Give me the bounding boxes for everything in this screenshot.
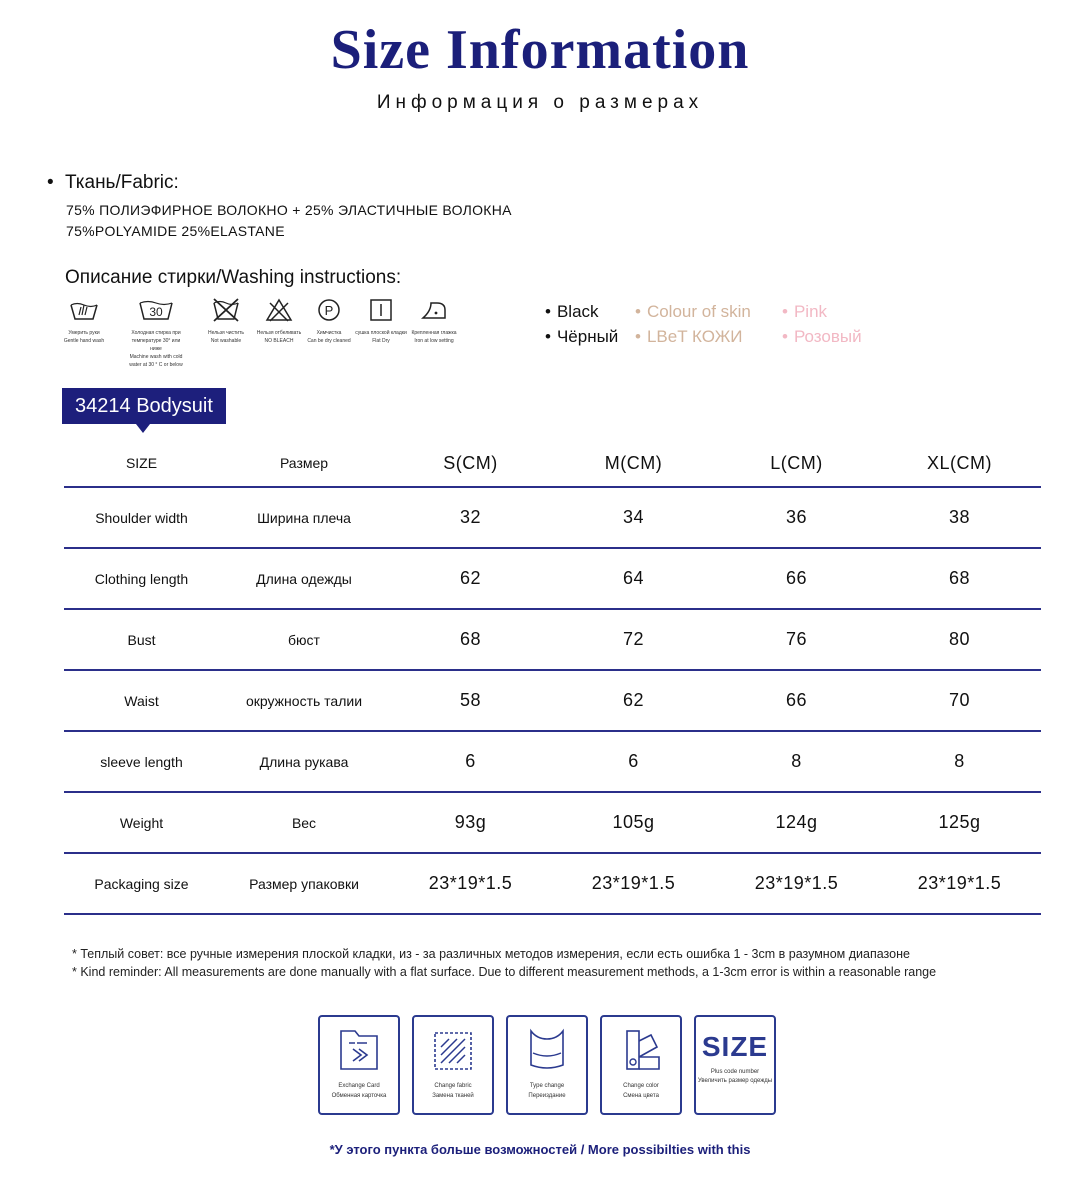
table-cell: 68 [878, 548, 1041, 609]
care-no-wash: Нельзя чистить Not washable [200, 297, 252, 345]
row-label-en: sleeve length [64, 731, 219, 792]
row-label-en: Shoulder width [64, 487, 219, 548]
note-en: * Kind reminder: All measurements are done manually with a flat surface. Due to different measurement methods, a 1-3cm error is within a reasonable range [72, 965, 937, 979]
footer-note: *У этого пункта больше возможностей / More possibilties with this [329, 1142, 751, 1157]
row-label-ru: бюст [219, 609, 389, 670]
table-cell: 23*19*1.5 [389, 853, 552, 914]
color-option-skin: • Colour of skin [635, 302, 751, 321]
table-cell: 124g [715, 792, 878, 853]
fabric-change-icon [425, 1025, 481, 1075]
table-cell: 34 [552, 487, 715, 548]
header-m: M(CM) [604, 452, 663, 473]
row-label-ru: окружность талии [219, 670, 389, 731]
row-label-en: Bust [64, 609, 219, 670]
card-size: SIZE Plus code number Увеличить размер одежды [694, 1015, 776, 1115]
color-option-skin-ru: • LBeT КОЖИ [635, 327, 743, 346]
table-cell: 23*19*1.5 [715, 853, 878, 914]
row-label-en: Waist [64, 670, 219, 731]
care-flat-dry: сушка плоской кладки Flat Dry [355, 297, 407, 345]
low-iron-icon [419, 297, 449, 323]
table-cell: 80 [878, 609, 1041, 670]
table-cell: 93g [389, 792, 552, 853]
table-cell: 64 [552, 548, 715, 609]
header-l: L(CM) [770, 452, 823, 473]
badge-pointer [136, 424, 150, 433]
flat-dry-icon [366, 297, 396, 323]
care-machine-wash: 30 Холодная стирка при температуре 30° или ниже Machine wash with cold water at 30 ° C or below [128, 297, 184, 369]
table-row [64, 609, 1041, 670]
no-wash-icon [211, 297, 241, 323]
fabric-composition-en: 75%POLYAMIDE 25%ELASTANE [66, 223, 285, 239]
color-option-black-ru: • Чёрный [545, 327, 619, 346]
table-cell: 76 [715, 609, 878, 670]
table-cell: 70 [878, 670, 1041, 731]
table-cell: 8 [878, 731, 1041, 792]
table-cell: 36 [715, 487, 878, 548]
card-exchange: Exchange Card Обменная карточка [318, 1015, 400, 1115]
table-row [64, 792, 1041, 853]
header-s: S(CM) [443, 452, 498, 473]
row-label-ru: Вес [219, 792, 389, 853]
row-label-ru: Длина одежды [219, 548, 389, 609]
svg-text:P: P [324, 303, 334, 318]
row-label-ru: Ширина плеча [219, 487, 389, 548]
table-cell: 72 [552, 609, 715, 670]
header-size: SIZE [125, 455, 158, 471]
card-change-color: Change color Смена цвета [600, 1015, 682, 1115]
row-label-en: Weight [64, 792, 219, 853]
table-cell: 62 [552, 670, 715, 731]
table-cell: 66 [715, 670, 878, 731]
table-cell: 6 [389, 731, 552, 792]
table-cell: 58 [389, 670, 552, 731]
table-row [64, 853, 1041, 914]
page-title: Size Information [330, 19, 750, 81]
care-dry-clean: P Химчистка Can be dry cleaned [303, 297, 355, 345]
color-option-black: • Black [545, 302, 599, 321]
dry-clean-icon [314, 297, 344, 323]
table-cell: 32 [389, 487, 552, 548]
exchange-card-icon [331, 1025, 387, 1075]
table-cell: 68 [389, 609, 552, 670]
row-label-en: Packaging size [64, 853, 219, 914]
no-bleach-icon [264, 297, 294, 323]
header-xl: XL(CM) [927, 452, 992, 473]
fabric-composition-ru: 75% ПОЛИЭФИРНОЕ ВОЛОКНО + 25% ЭЛАСТИЧНЫЕ ВОЛОКНА [66, 202, 512, 218]
hand-wash-icon [69, 297, 99, 323]
washing-heading: Описание стирки/Washing instructions: [65, 267, 402, 288]
care-hand-wash: Умерить руки Gentle hand wash [58, 297, 110, 345]
care-no-bleach: Нельзя отбеливать NO BLEACH [253, 297, 305, 345]
table-row [64, 670, 1041, 731]
table-cell: 23*19*1.5 [878, 853, 1041, 914]
note-ru: * Теплый совет: все ручные измерения плоской кладки, из - за различных методов измерения, если есть ошибка 1 - 3cm в разумном диапазоне [72, 947, 910, 961]
table-cell: 38 [878, 487, 1041, 548]
table-row [64, 548, 1041, 609]
table-cell: 8 [715, 731, 878, 792]
color-option-pink: • Pink [782, 302, 828, 321]
row-label-ru: Длина рукава [219, 731, 389, 792]
size-card-label: SIZE [701, 1031, 769, 1062]
row-label-en: Clothing length [64, 548, 219, 609]
fabric-heading: • Ткань/Fabric: [65, 172, 179, 194]
table-cell: 66 [715, 548, 878, 609]
care-low-iron: Крепленная глажка Iron at low setting [408, 297, 460, 345]
header-size-ru: Размер [279, 455, 329, 471]
row-label-ru: Размер упаковки [219, 853, 389, 914]
color-option-pink-ru: • Розовый [782, 327, 862, 346]
card-change-fabric: Change fabric Замена тканей [412, 1015, 494, 1115]
type-change-icon [519, 1025, 575, 1075]
table-cell: 105g [552, 792, 715, 853]
size-table [64, 440, 1041, 915]
page-subtitle: Информация о размерах [376, 92, 704, 113]
color-change-icon [613, 1025, 669, 1075]
product-badge: 34214 Bodysuit [62, 388, 226, 424]
table-cell: 6 [552, 731, 715, 792]
table-cell: 23*19*1.5 [552, 853, 715, 914]
table-header-row [64, 440, 1041, 487]
svg-text:30: 30 [149, 305, 163, 319]
table-cell: 62 [389, 548, 552, 609]
machine-wash-30-icon [138, 297, 174, 323]
table-row [64, 731, 1041, 792]
table-cell: 125g [878, 792, 1041, 853]
table-row [64, 487, 1041, 548]
card-type-change: Type change Переиздание [506, 1015, 588, 1115]
